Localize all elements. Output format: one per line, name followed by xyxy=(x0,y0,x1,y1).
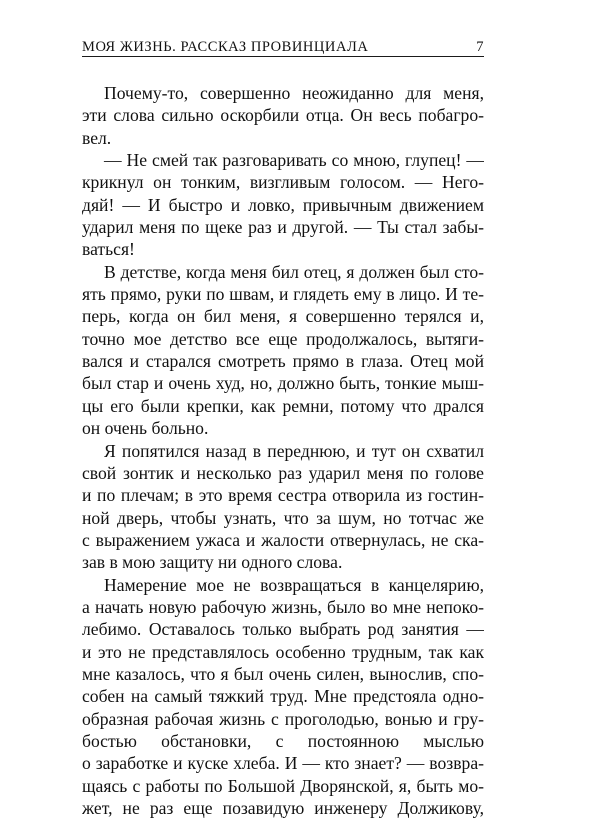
text-line: и это не представлялось особенно трудным, так как xyxy=(82,641,484,662)
text-line: В детстве, когда меня бил отец, я должен был сто- xyxy=(104,261,484,282)
page-number: 7 xyxy=(476,39,484,55)
text-line: с выражением ужаса и жалости отвернулась, не ска- xyxy=(82,529,484,550)
text-line: крикнул он тонким, визгливым голосом. — Него- xyxy=(82,172,484,193)
text-line: цы его были крепки, как ремни, потому что дрался xyxy=(82,395,484,416)
text-line: жет, не раз еще позавидую инженеру Должикову, xyxy=(82,798,484,818)
text-line: зав в мою защиту ни одного слова. xyxy=(82,552,343,573)
text-line: щаясь с работы по Большой Дворянской, я, быть мо- xyxy=(82,775,484,796)
text-line: — Не смей так разговаривать со мною, глупец! — xyxy=(104,150,484,171)
text-line: вел. xyxy=(82,127,112,148)
text-line: ударил меня по щеке раз и другой. — Ты стал забы- xyxy=(82,217,484,238)
text-line: ваться! xyxy=(82,239,135,260)
text-line: точно мое детство все еще продолжалось, вытяги- xyxy=(82,328,484,349)
body-text xyxy=(82,82,484,819)
running-header-title: МОЯ ЖИЗНЬ. РАССКАЗ ПРОВИНЦИАЛА xyxy=(82,39,369,55)
text-line: дяй! — И быстро и ловко, привычным движением xyxy=(82,194,484,215)
text-line: Намерение мое не возвращаться в канцелярию, xyxy=(104,574,484,595)
text-line: вался и старался смотреть прямо в глаза. Отец мой xyxy=(82,351,484,372)
text-line: ной дверь, чтобы узнать, что за шум, но тотчас же xyxy=(82,507,484,528)
running-header xyxy=(82,34,484,57)
text-line: свой зонтик и несколько раз ударил меня по голове xyxy=(82,462,484,483)
text-line: Почему-то, совершенно неожиданно для меня, xyxy=(104,83,484,103)
text-line: он очень больно. xyxy=(82,418,209,439)
text-line: образная рабочая жизнь с проголодью, вонью и гру- xyxy=(82,708,484,729)
text-line: собен на самый тяжкий труд. Мне предстояла одно- xyxy=(82,686,484,707)
text-line: перь, когда он бил меня, я совершенно терялся и, xyxy=(82,306,484,327)
text-line: ять прямо, руки по швам, и глядеть ему в лицо. И те- xyxy=(82,284,484,305)
text-line: лебимо. Оставалось только выбрать род занятия — xyxy=(82,619,484,640)
text-line: эти слова сильно оскорбили отца. Он весь побагро- xyxy=(82,105,484,126)
text-line: мне казалось, что я был очень силен, вынослив, спо- xyxy=(82,663,484,684)
text-line: Я попятился назад в переднюю, и тут он схватил xyxy=(104,440,484,461)
text-line: и по плечам; в это время сестра отворила из гостин- xyxy=(82,485,484,506)
text-line: был стар и очень худ, но, должно быть, тонкие мыш- xyxy=(82,373,484,394)
text-line: бостью обстановки, с постоянною мыслью xyxy=(82,730,484,751)
text-line: а начать новую рабочую жизнь, было во мне непоко- xyxy=(82,596,484,617)
text-line: о заработке и куске хлеба. И — кто знает? — возвра- xyxy=(82,753,484,774)
